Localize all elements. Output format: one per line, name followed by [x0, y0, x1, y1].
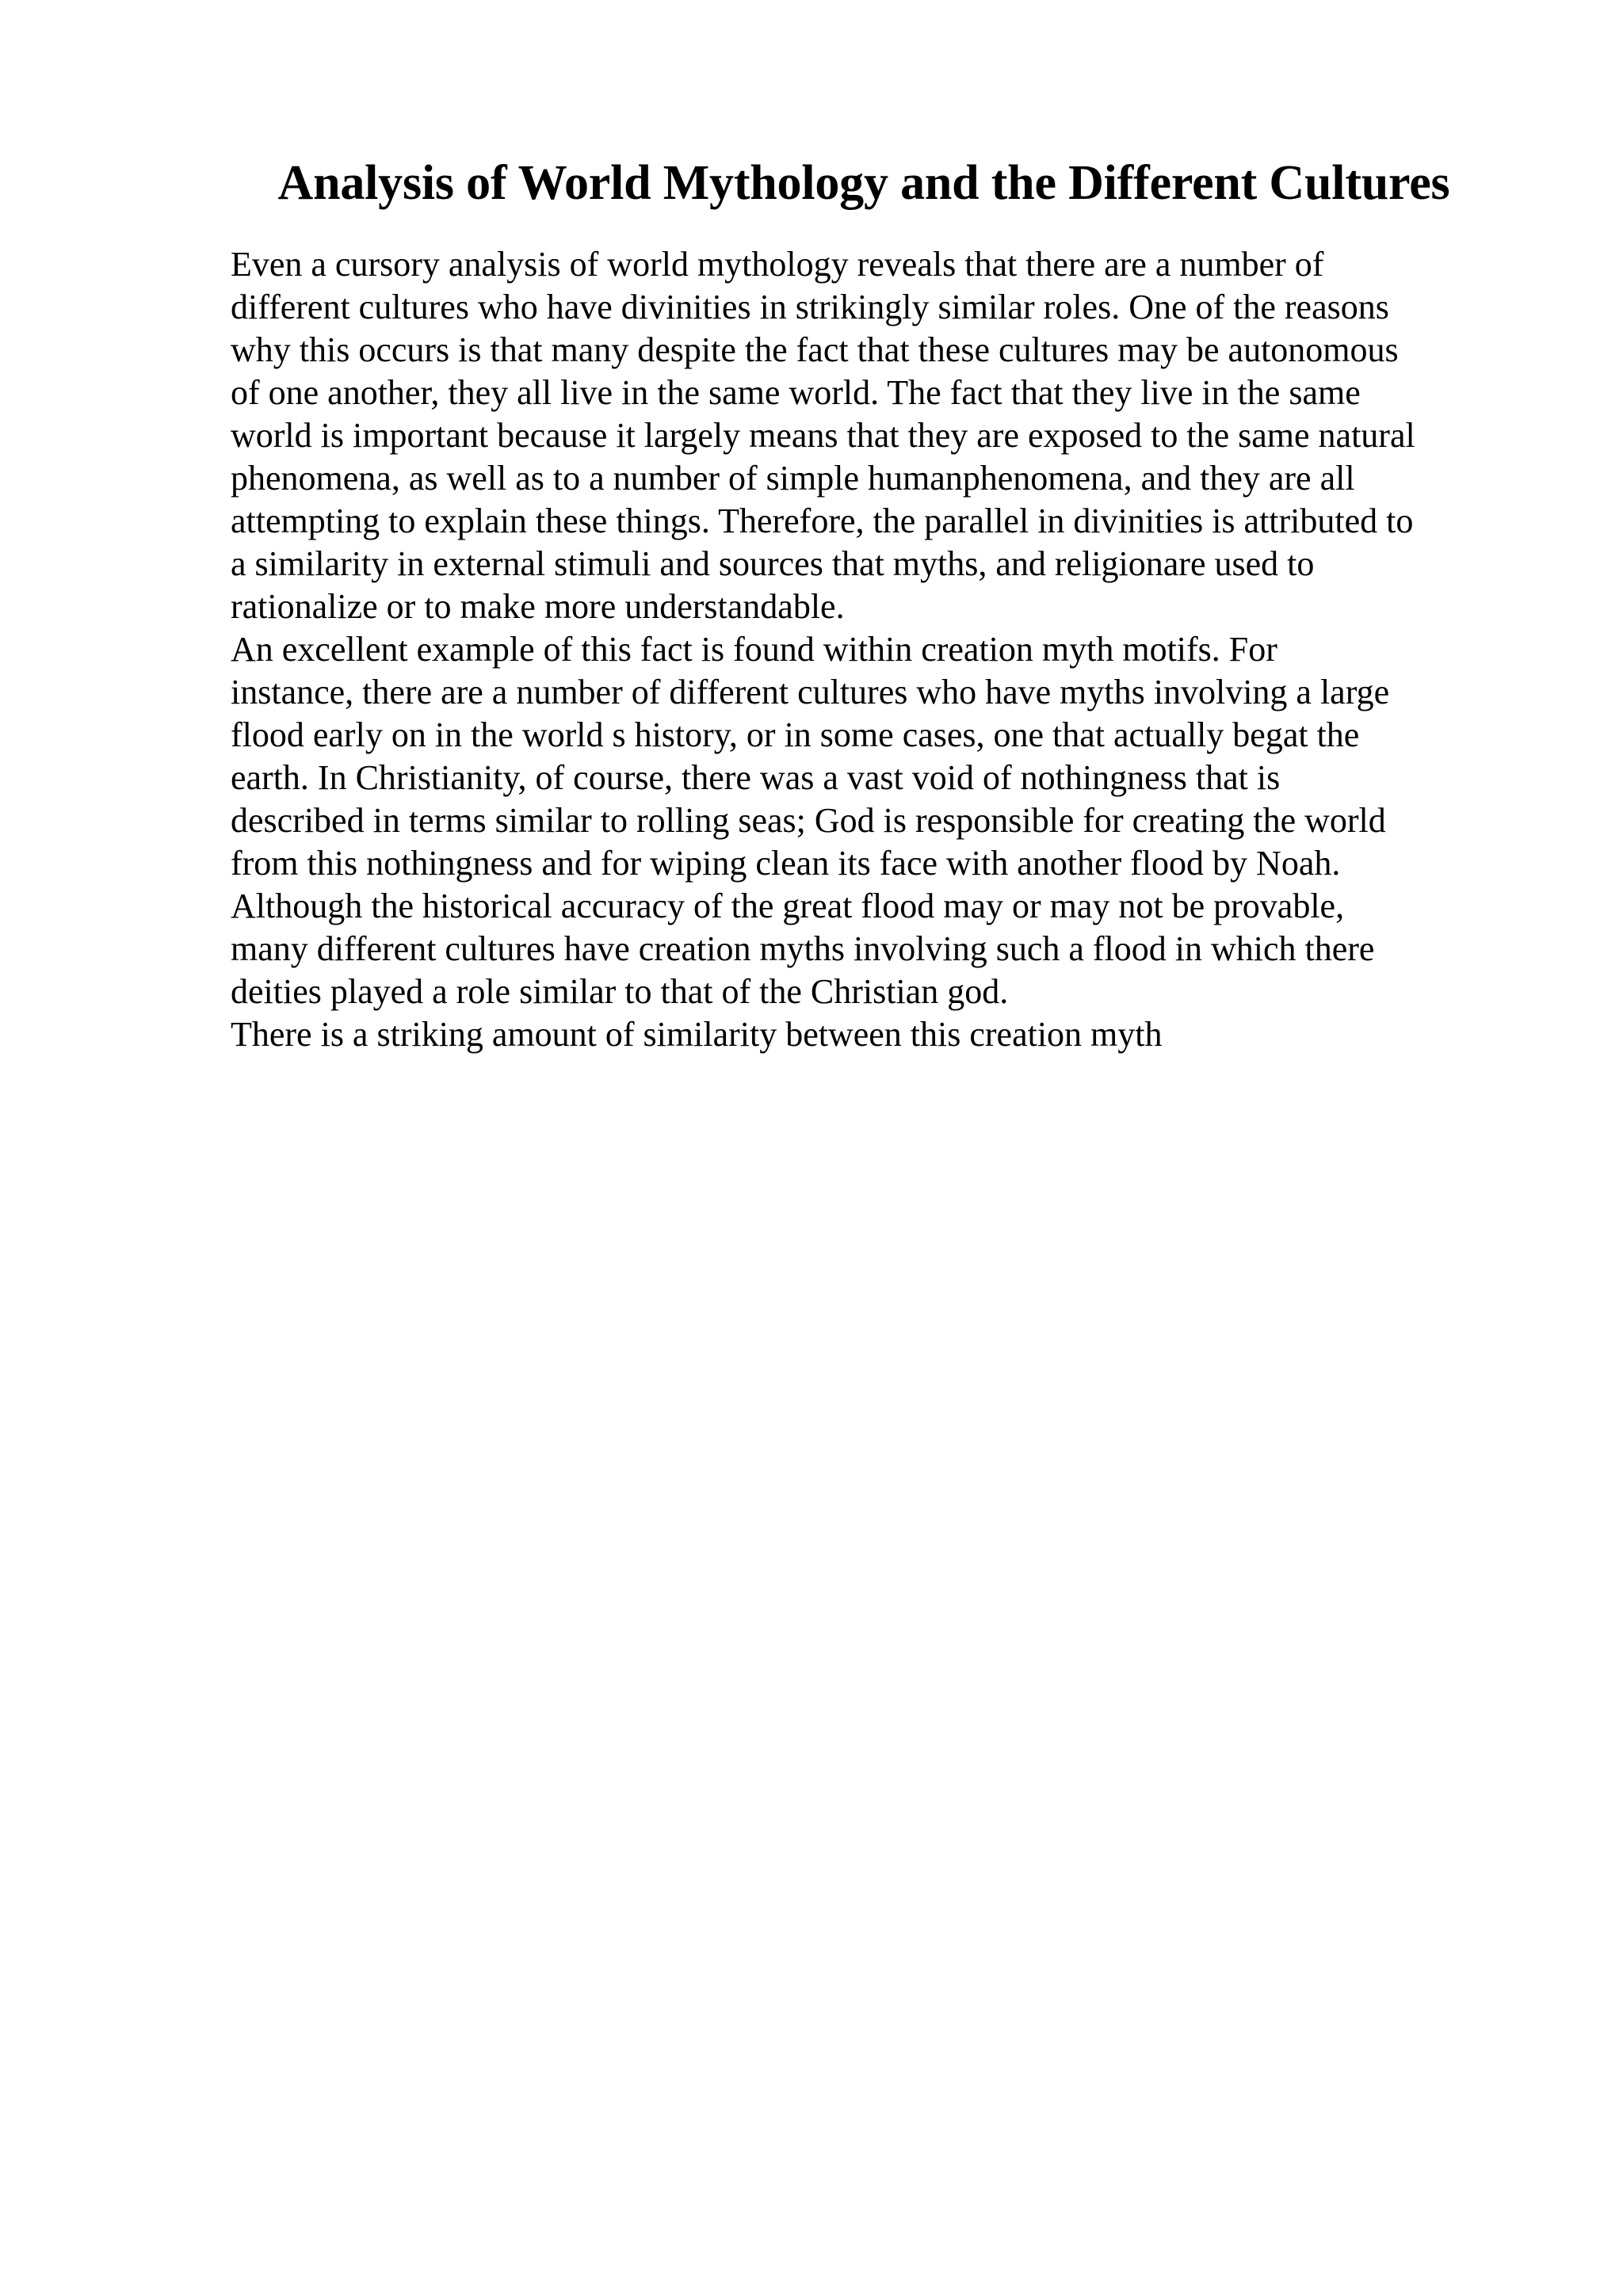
document-body — [231, 243, 1499, 1056]
text-line: rationalize or to make more understandable. — [231, 587, 845, 626]
text-line: Even a cursory analysis of world mythology reveals that there are a number of — [231, 245, 1324, 284]
text-line: An excellent example of this fact is found within creation myth motifs. For — [231, 630, 1277, 669]
text-line: phenomena, as well as to a number of simple humanphenomena, and they are all — [231, 459, 1355, 498]
text-line: flood early on in the world s history, or in some cases, one that actually begat the — [231, 715, 1360, 754]
text-line: instance, there are a number of different cultures who have myths involving a large — [231, 673, 1390, 711]
text-line: many different cultures have creation myths involving such a flood in which there — [231, 929, 1375, 968]
text-line: earth. In Christianity, of course, there was a vast void of nothingness that is — [231, 758, 1281, 797]
text-line: There is a striking amount of similarity between this creation myth — [231, 1015, 1163, 1054]
text-line: Although the historical accuracy of the great flood may or may not be provable, — [231, 887, 1345, 925]
text-line: described in terms similar to rolling seas; God is responsible for creating the world — [231, 801, 1386, 840]
text-line: a similarity in external stimuli and sources that myths, and religionare used to — [231, 544, 1315, 583]
text-line: deities played a role similar to that of the Christian god. — [231, 972, 1009, 1011]
text-line: different cultures who have divinities in strikingly similar roles. One of the reasons — [231, 288, 1389, 326]
text-line: of one another, they all live in the same world. The fact that they live in the same — [231, 373, 1361, 412]
document-title: Analysis of World Mythology and the Different Cultures — [277, 156, 1450, 210]
text-line: world is important because it largely means that they are exposed to the same natural — [231, 416, 1415, 455]
text-line: why this occurs is that many despite the fact that these cultures may be autonomous — [231, 330, 1399, 369]
text-line: from this nothingness and for wiping clean its face with another flood by Noah. — [231, 844, 1341, 883]
text-line: attempting to explain these things. Therefore, the parallel in divinities is attributed to — [231, 502, 1414, 540]
